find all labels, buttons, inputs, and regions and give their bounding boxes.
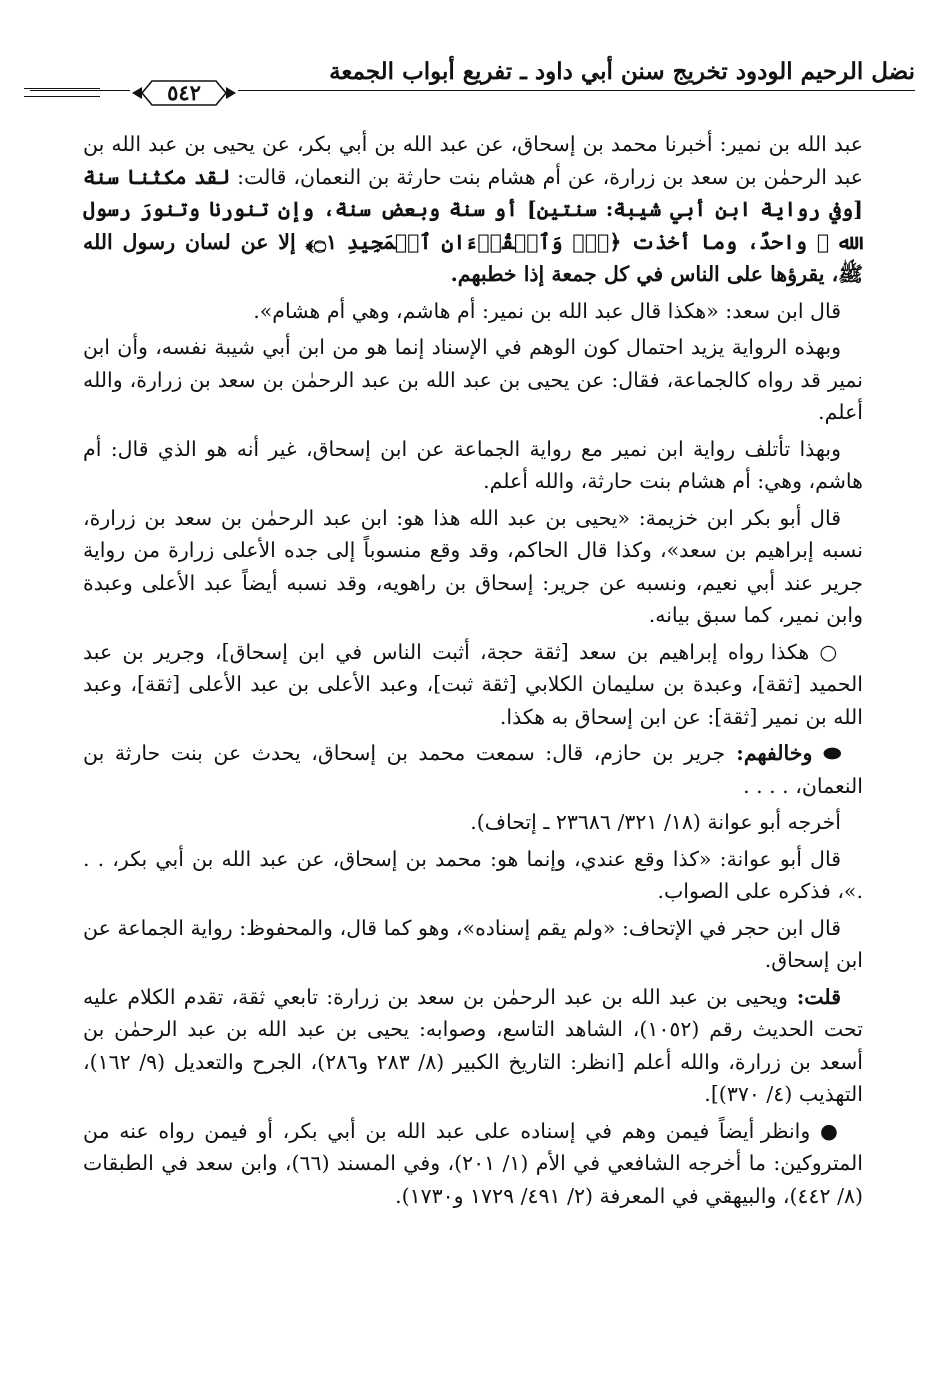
bold-text: قلت: xyxy=(787,984,842,1009)
paragraph xyxy=(83,843,863,908)
paragraph-text: قال ابن سعد: «هكذا قال عبد الله بن نمير: أم هاشم، وهي أم هشام». xyxy=(253,298,841,323)
paragraph xyxy=(83,737,863,802)
paragraph xyxy=(83,502,863,632)
header-double-rule xyxy=(24,88,100,97)
bold-text: ⬬ وخالفهم: xyxy=(725,741,841,765)
paragraph-text: قال أبو بكر ابن خزيمة: «يحيى بن عبد الله هذا هو: ابن عبد الرحمٰن بن سعد بن زرارة، نسبه إبراهيم بن سعد»، وكذا قال الحاكم، وقد وقع منسوباً إلى جده الأعلى زرارة من رواية جرير عند أبي نعيم، ونسبه عن جرير: إسحاق بن راهويه، وقد نسبه أيضاً عبد الأعلى وعبدة وابن نمير، كما سبق بيانه. xyxy=(83,505,863,627)
paragraph-text: ● xyxy=(810,1118,842,1143)
paragraph xyxy=(83,331,863,429)
paragraph-text: أخرجه أبو عوانة (١٨/ ٣٢١/ ٢٣٦٨٦ ـ إتحاف). xyxy=(470,810,841,834)
paragraph xyxy=(83,295,863,328)
page-body xyxy=(83,128,863,1216)
page-number-badge xyxy=(130,78,238,108)
page-header xyxy=(30,58,915,108)
bold-text: لقد مكثنا سنة [وفي رواية ابن أبي شيبة: سنتين] أو سنة وبعض سنة، وإن تنورنا وتنورَ رسول الله ﷺ واحدٌ، وما أخذت ﴿قٓۚ وَٱلۡقُرۡءَانِ ٱلۡمَجِيدِ ۝١﴾ إلا عن لسان رسول الله ﷺ، يقرؤها على الناس في كل جمعة إذا خطبهم. xyxy=(83,164,864,286)
paragraph-text: هكذا رواه إبراهيم بن سعد [ثقة حجة، أثبت الناس في ابن إسحاق]، وجرير بن عبد الحميد [ثقة]، وعبدة بن سليمان الكلابي [ثقة ثبت]، وعبد الأعلى بن عبد الأعلى [ثقة]، وعبد الله بن نمير [ثقة]: عن ابن إسحاق به هكذا. xyxy=(83,639,863,729)
paragraph-text: قال أبو عوانة: «كذا وقع عندي، وإنما هو: محمد بن إسحاق، عن عبد الله بن أبي بكر، . . .»، فذكره على الصواب. xyxy=(83,846,863,903)
paragraph-text: ○ xyxy=(809,639,841,664)
paragraph xyxy=(83,981,863,1111)
running-title: نضل الرحيم الودود تخريج سنن أبي داود ـ تفريع أبواب الجمعة xyxy=(329,58,915,85)
paragraph xyxy=(83,912,863,977)
paragraph xyxy=(83,636,863,734)
paragraph xyxy=(83,1115,863,1213)
paragraph-text: عبد الله بن نمير: أخبرنا محمد بن إسحاق، عن عبد الله بن أبي بكر، عن يحيى بن عبد الله بن عبد الرحمٰن بن سعد بن زرارة، عن أم هشام بنت حارثة بن النعمان، قالت: xyxy=(83,132,863,189)
paragraph-text: ويحيى بن عبد الله بن عبد الرحمٰن بن سعد بن زرارة: تابعي ثقة، تقدم الكلام عليه تحت الحديث رقم (١٠٥٢)، الشاهد التاسع، وصوابه: يحيى بن عبد الله بن عبد الرحمٰن بن أسعد بن زرارة، والله أعلم [انظر: التاريخ الكبير (٨/ ٢٨٣ و٢٨٦)، الجرح والتعديل (٩/ ١٦٢)، التهذيب (٤/ ٣٧٠)]. xyxy=(83,984,863,1106)
paragraph xyxy=(83,806,863,839)
paragraph-text: قال ابن حجر في الإتحاف: «ولم يقم إسناده»، وهو كما قال، والمحفوظ: رواية الجماعة عن ابن إسحاق. xyxy=(83,915,863,972)
paragraph-text: وبهذا تأتلف رواية ابن نمير مع رواية الجماعة عن ابن إسحاق، غير أنه هو الذي قال: أم هاشم، وهي: أم هشام بنت حارثة، والله أعلم. xyxy=(83,436,863,493)
paragraph-text: وبهذه الرواية يزيد احتمال كون الوهم في الإسناد إنما هو من ابن أبي شيبة نفسه، وأن ابن نمير قد رواه كالجماعة، فقال: عن يحيى بن عبد الله بن عبد الرحمٰن بن سعد بن زرارة، والله أعلم. xyxy=(83,335,863,424)
paragraph-text: وانظر أيضاً فيمن وهم في إسناده على عبد الله بن أبي بكر، أو فيمن رواه عنه من المتروكين: ما أخرجه الشافعي في الأم (١/ ٢٠١)، وفي المسند (٦٦)، وابن سعد في الطبقات (٨/ ٤٤٢)، والبيهقي في المعرفة (٢/ ٤٩١/ ١٧٢٩ و١٧٣٠). xyxy=(83,1118,863,1208)
paragraph xyxy=(83,128,863,291)
paragraph xyxy=(83,433,863,498)
page-number: ٥٤٢ xyxy=(167,80,201,105)
paragraph-text: جرير بن حازم، قال: سمعت محمد بن إسحاق، يحدث عن بنت حارثة بن النعمان، . . . . xyxy=(83,741,863,798)
